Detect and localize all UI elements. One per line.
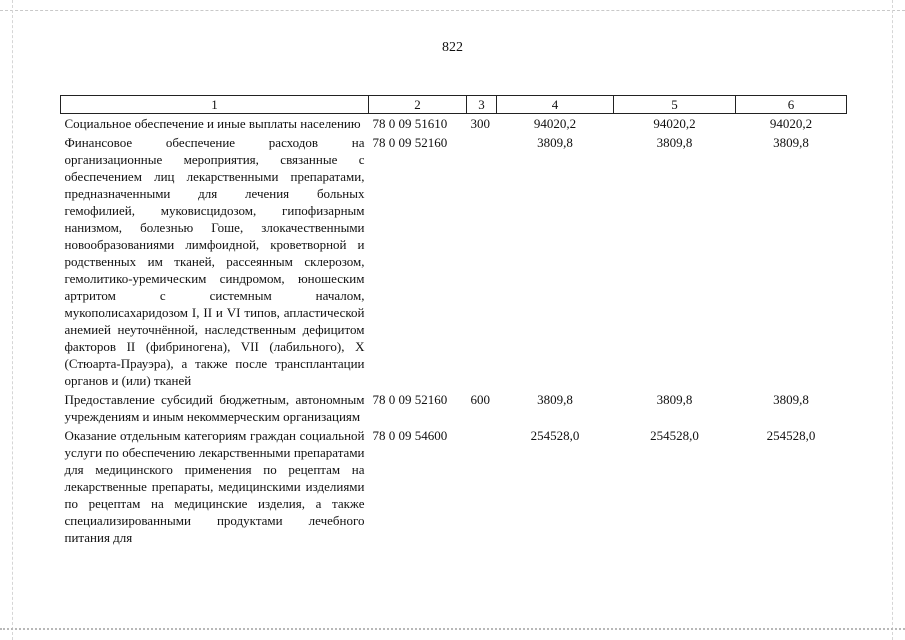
row-value-2: 3809,8 — [656, 135, 693, 150]
row-value-2: 254528,0 — [650, 428, 699, 443]
row-description: Оказание отдельным категориям граждан социальной услуги по обеспечению лекарственными препаратами для медицинского применения по рецептам на лекарственные препараты, медицинскими изделиями по рецептам на медицинские изделия, а также специализированными продуктами лечебного питания для — [64, 428, 365, 545]
row-value-2: 3809,8 — [656, 392, 693, 407]
scan-edge-bottom — [0, 628, 905, 630]
budget-table — [60, 95, 847, 547]
header-cell-2: 2 — [369, 96, 467, 114]
scan-edge-top — [0, 10, 905, 11]
row-value-1: 3809,8 — [537, 135, 573, 150]
row-value-3: 94020,2 — [769, 116, 813, 131]
row-description: Финансовое обеспечение расходов на организационные мероприятия, связанные с обеспечением лиц лекарственными препаратами, предназначенными для лечения больных гемофилией, муковисцидозом, гипофизарным нанизмом, болезнью Гоше, злокачественными новообразованиями лимфоидной, кроветворной и родственных им тканей, рассеянным склерозом, гемолитико-уремическим синдромом, юношеским артритом с системным началом, мукополисахаридозом I, II и VI типов, апластической анемией неуточнённой, наследственным дефицитом факторов II (фибриногена), VII (лабильного), X (Стюарта-Прауэра), а также после трансплантации органов и (или) тканей — [64, 135, 365, 388]
row-value-2: 94020,2 — [653, 116, 696, 131]
row-description: Предоставление субсидий бюджетным, автономным учреждениям и иным некоммерческим организациям — [64, 392, 365, 424]
row-value-3: 254528,0 — [766, 428, 816, 443]
scan-edge-left — [12, 0, 13, 640]
header-cell-6: 6 — [736, 96, 847, 114]
row-code: 78 0 09 54600 — [372, 428, 448, 443]
row-code: 78 0 09 52160 — [372, 135, 448, 150]
header-cell-1: 1 — [61, 96, 369, 114]
row-code: 78 0 09 52160 — [372, 392, 448, 407]
header-cell-3: 3 — [467, 96, 497, 114]
scan-edge-right — [892, 0, 893, 640]
row-value-1: 254528,0 — [530, 428, 580, 443]
row-description: Социальное обеспечение и иные выплаты населению — [64, 116, 361, 131]
table-row — [61, 390, 847, 426]
table-row — [61, 426, 847, 547]
row-value-3: 3809,8 — [773, 135, 809, 150]
header-cell-4: 4 — [497, 96, 614, 114]
header-cell-5: 5 — [614, 96, 736, 114]
row-expense-type: 300 — [470, 116, 490, 131]
row-expense-type: 600 — [470, 392, 490, 407]
row-expense-type — [467, 426, 497, 547]
header-row — [61, 96, 847, 114]
row-code: 78 0 09 51610 — [372, 116, 448, 131]
row-value-3: 3809,8 — [773, 392, 809, 407]
table-row — [61, 114, 847, 134]
page-number: 822 — [442, 40, 463, 55]
row-value-1: 3809,8 — [537, 392, 573, 407]
row-value-1: 94020,2 — [533, 116, 577, 131]
row-expense-type — [467, 133, 497, 390]
table-row — [61, 133, 847, 390]
